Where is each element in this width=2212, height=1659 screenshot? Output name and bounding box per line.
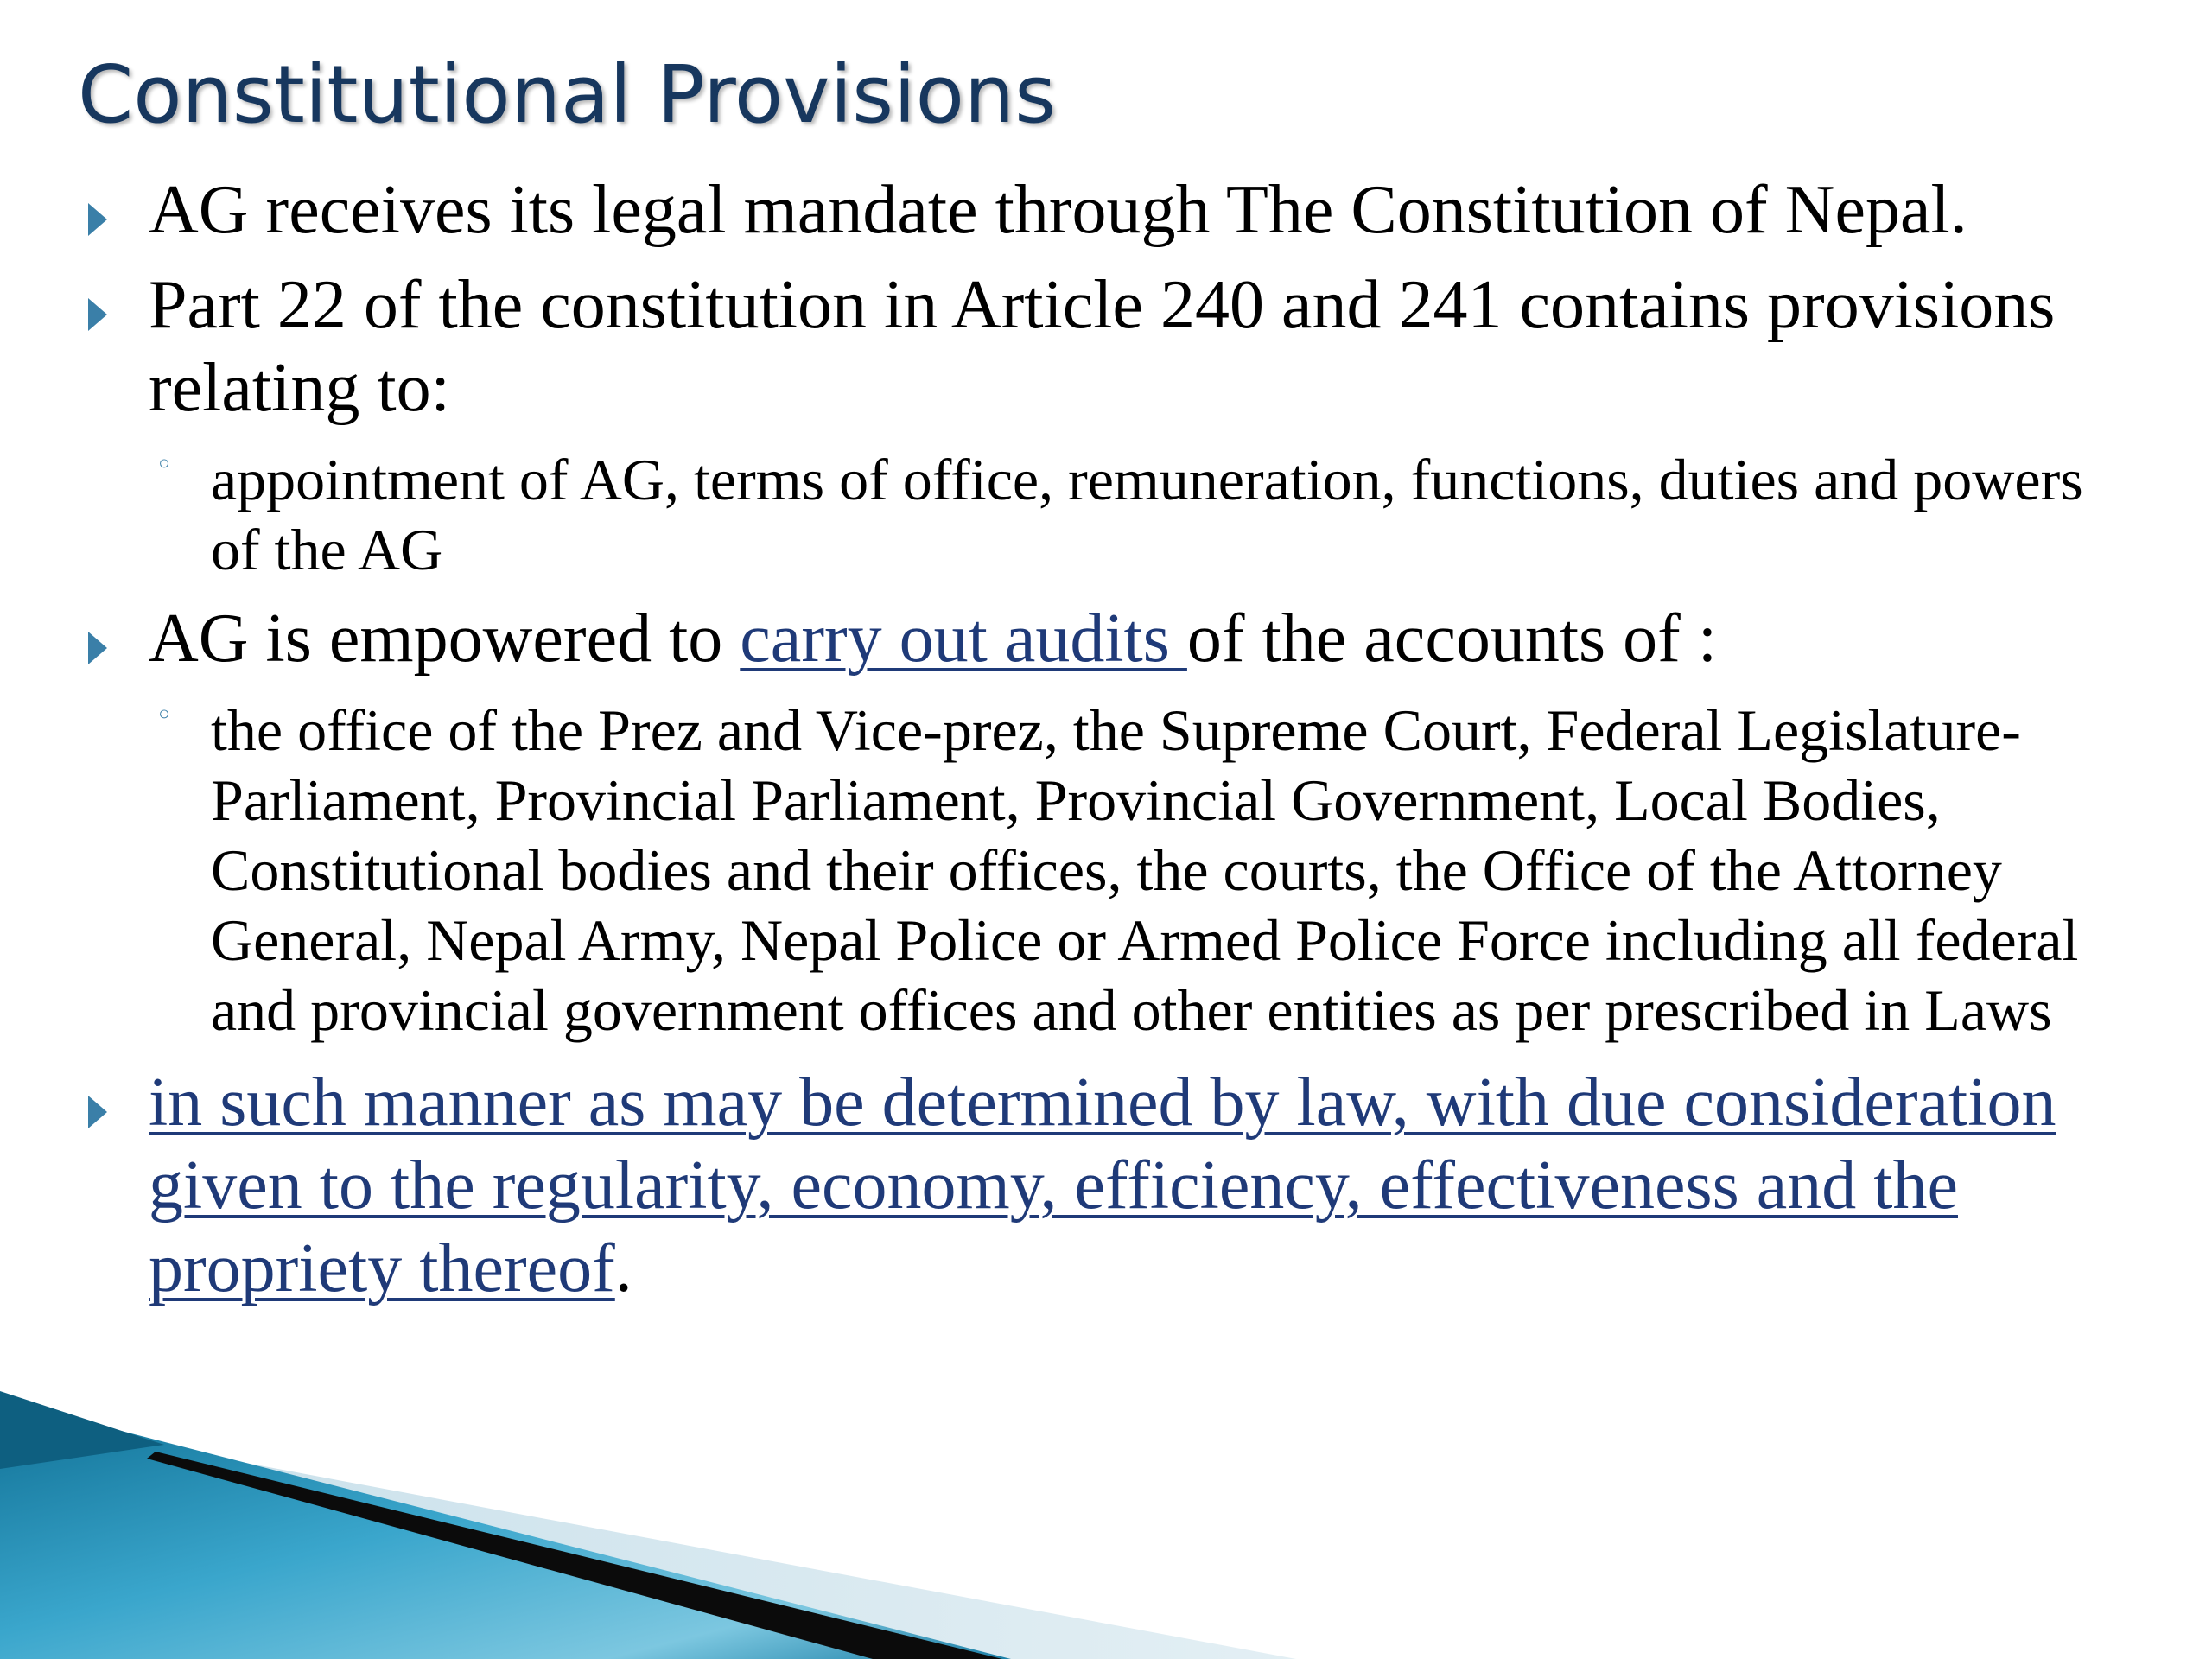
bullet-manner [78, 1061, 2143, 1310]
corner-black-stroke [147, 1452, 1002, 1659]
triangle-bullet-icon [88, 298, 107, 331]
bullet-text-after: . [614, 1230, 632, 1306]
bullet-mandate [78, 168, 2143, 251]
bullet-text: Part 22 of the constitution in Article 240 and 241 contains provisions relating to: [149, 267, 2056, 426]
carry-out-audits-link[interactable]: carry out audits [740, 601, 1187, 677]
triangle-bullet-icon [88, 203, 107, 236]
bullet-text-before: AG is empowered to [149, 601, 741, 677]
sub-bullet-entities [78, 696, 2143, 1046]
bullet-part-22 [78, 264, 2143, 429]
bullet-empowered [78, 597, 2143, 680]
corner-teal-shadow [0, 1391, 164, 1469]
slide-title: Constitutional Provisions [78, 48, 1057, 141]
circle-bullet-icon: ◦ [156, 698, 174, 733]
bullet-text-after: of the accounts of : [1186, 601, 1718, 677]
corner-teal-band [0, 1400, 1011, 1659]
corner-pale-band [0, 1417, 1296, 1659]
sub-bullet-text: appointment of AG, terms of office, remuneration, functions, duties and powers of the AG [211, 447, 2083, 582]
slide-body [78, 168, 2143, 1310]
bullet-text: AG receives its legal mandate through The Constitution of Nepal. [149, 172, 1967, 248]
manner-determined-by-law-link[interactable]: in such manner as may be determined by law, with due consideration given to the regularity, economy, efficiency, effectiveness and the propriety thereof [149, 1065, 2056, 1306]
triangle-bullet-icon [88, 632, 107, 664]
triangle-bullet-icon [88, 1096, 107, 1128]
sub-bullet-appointment [78, 445, 2143, 585]
circle-bullet-icon: ◦ [156, 448, 174, 482]
sub-bullet-text: the office of the Prez and Vice-prez, the Supreme Court, Federal Legislature-Parliament, Provincial Parliament, Provincial Government, Local Bodies, Constitutional bodies and their offices, the courts, the Office of the Attorney General, Nepal Army, Nepal Police or Armed Police Force including all federal and provincial government offices and other entities as per prescribed in Laws [211, 697, 2079, 1043]
